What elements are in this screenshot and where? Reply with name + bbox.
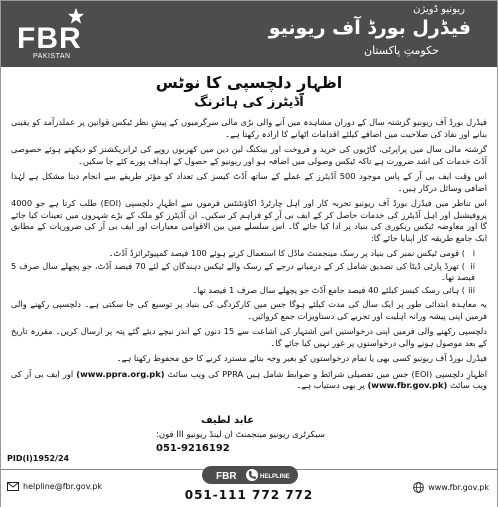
helpline-number[interactable]: 051-111 772 772 xyxy=(184,488,314,502)
header-banner xyxy=(1,1,497,67)
paragraph: فیڈرل بورڈ آف ریونیو کسی بھی یا تمام درخواستوں کو بغیر وجہ بتائے مسترد کرنے کا حق محفوظ رکھتا ہے۔ xyxy=(116,353,487,363)
paragraph: گزشتہ مالی سال میں پراپرٹی، گاڑیوں کی خرید و فروخت اور بینکنگ لین دین میں کھربوں روپے کی ٹرانزیکشنز کو دیکھتے ہوئے خصوصی آڈٹ خدمات کی اشد ضرورت ہے تاکہ ٹیکس وصولی میں اضافہ ہو اور ریونیو کے حصول کے اہداف پورے کئے جا سکیں۔ xyxy=(11,144,487,166)
pid-number: PID(I)1952/24 xyxy=(7,454,70,463)
notice-title: اظہارِ دلچسپی کا نوٹس xyxy=(155,73,343,92)
globe-icon xyxy=(413,482,424,493)
list-text: تھرڈ پارٹی ڈیٹا کی تصدیق شامل کر کے درمیانے درجے کے رسک والے ٹیکس دہندگان کے لئے 70 فیصد آڈٹ، جو پچھلے سال صرف 5 فیصد تھا۔ xyxy=(11,260,475,282)
list-text: ہائی رسک کیسز کیلئے 40 فیصد جامع آڈٹ جو پچھلے سال صرف 1 فیصد تھا۔ xyxy=(192,284,460,295)
footer xyxy=(1,469,497,507)
eoi-text: اظہارِ دلچسپی (EOI) جس میں تفصیلی شرائط و ضوابط شامل ہیں PPRA کی ویب سائٹ xyxy=(167,368,488,379)
list-number: i xyxy=(472,248,475,258)
list-number: ii xyxy=(470,260,476,271)
list-item: iii) ہائی رسک کیسز کیلئے 40 فیصد جامع آڈٹ جو پچھلے سال صرف 1 فیصد تھا۔ xyxy=(192,284,475,295)
eoi-text-2: اور ایف بی آر کی ویب سائٹ xyxy=(11,368,487,390)
signer-phone[interactable]: 051-9216192 xyxy=(156,443,230,454)
paragraph: دلچسپی رکھنے والی فرمیں اپنی درخواستیں اس اشتہار کی اشاعت سے 15 دنوں کے اندر نیچے دیئے گئے پتہ پر ارسال کریں۔ مقررہ تاریخ کے بعد موصول ہونے والی درخواستوں پر غور نہیں کیا جائے گا۔ xyxy=(11,326,487,348)
email-text: helpline@fbr.gov.pk xyxy=(23,482,103,491)
list-item: ii) تھرڈ پارٹی ڈیٹا کی تصدیق شامل کر کے درمیانے درجے کے رسک والے ٹیکس دہندگان کے لئے 70 فیصد آڈٹ، جو پچھلے سال صرف 5 فیصد تھا۔ xyxy=(11,260,476,282)
organization-name: فیڈرل بورڈ آف ریونیو xyxy=(268,17,471,39)
logo-subtext: PAKISTAN xyxy=(33,53,71,60)
notice-subtitle: آڈیٹرز کی ہائرنگ xyxy=(194,95,304,110)
logo-text: FBR xyxy=(17,22,82,55)
department-name: ریونیو ڈویژن xyxy=(413,4,465,15)
list-number: iii xyxy=(468,284,475,295)
fbr-logo xyxy=(11,7,103,61)
signer-role: سیکرٹری ریونیو مینجمنٹ ان لینڈ ریونیو III فون: xyxy=(156,430,325,440)
signer-name: عابد لطیف xyxy=(201,415,255,426)
helpline-badge xyxy=(202,466,298,484)
website-contact[interactable] xyxy=(413,482,489,493)
paragraph: فیڈرل بورڈ آف ریونیو گزشتہ سال کے دوران مشاہدہ میں آنے والی بڑی مالی سرگرمیوں کے پیشِ نظر ٹیکس قوانین پر عملدرآمد کو یقینی بنانے اور نفاذ کی صلاحیت میں اضافے کیلئے اقدامات اٹھانے کا ارادہ رکھتا ہے۔ xyxy=(11,117,487,139)
paragraph xyxy=(11,369,487,392)
svg-text:FBR: FBR xyxy=(216,471,237,482)
paragraph: یہ معاہدہ ابتدائی طور پر ایک سال کی مدت کیلئے ہوگا جس میں کارکردگی کی بنیاد پر توسیع کی جا سکتی ہے۔ دلچسپی رکھنے والی فرمیں اپنی پیشہ ورانہ اہلیت اور تجربے کی دستاویزات جمع کروائیں۔ xyxy=(11,299,487,321)
ppra-link[interactable]: (www.ppra.org.pk) xyxy=(76,368,165,379)
paragraph: اس تناظر میں فیڈرل بورڈ آف ریونیو تجربہ کار اور اہل چارٹرڈ اکاؤنٹنٹس فرموں سے اظہارِ دلچسپی (EOI) طلب کرتا ہے جو 4000 پروفیشنل اور اہل آڈیٹرز کی خدمات حاصل کر کے ایف بی آر کو فراہم کر سکیں۔ ان آڈیٹرز کو ملک کے بڑے شہروں میں تعینات کیا جائے گا اور معاوضہ ٹیکس ریکوری کی بنیاد پر ادا کیا جائے گا۔ اس سلسلے میں بین الاقوامی معیارات اور ایف بی آر کی ضروریات کے مطابق ایک جامع طریقہ کار اپنایا جائے گا: xyxy=(11,198,487,243)
notice-body xyxy=(11,117,487,396)
paragraph: اس وقت ایف بی آر کے پاس موجود 500 آڈیٹرز کے عملے کے ساتھ آڈٹ کیسز کی تعداد کو مؤثر طریقے سے انجام دینا مشکل ہے لہٰذا اضافی وسائل درکار ہیں۔ xyxy=(11,171,487,193)
fbr-link[interactable]: (www.fbr.gov.pk) xyxy=(367,380,448,390)
list-text: قومی ٹیکس نمبر کی بنیاد پر رسک مینجمنٹ ماڈل کا استعمال کرتے ہوئے 100 فیصد کمپیوٹرائزڈ آڈٹ۔ xyxy=(108,248,460,258)
eoi-text-3: پر بھی دستیاب ہے۔ xyxy=(296,380,365,390)
list-item: i) قومی ٹیکس نمبر کی بنیاد پر رسک مینجمنٹ ماڈل کا استعمال کرتے ہوئے 100 فیصد کمپیوٹرائزڈ آڈٹ۔ xyxy=(108,248,475,258)
helpline-badge-text: HELPLINE xyxy=(260,474,290,480)
website-text: www.fbr.gov.pk xyxy=(428,483,489,492)
audit-list xyxy=(11,248,487,296)
government-name: حکومتِ پاکستان xyxy=(364,44,439,57)
